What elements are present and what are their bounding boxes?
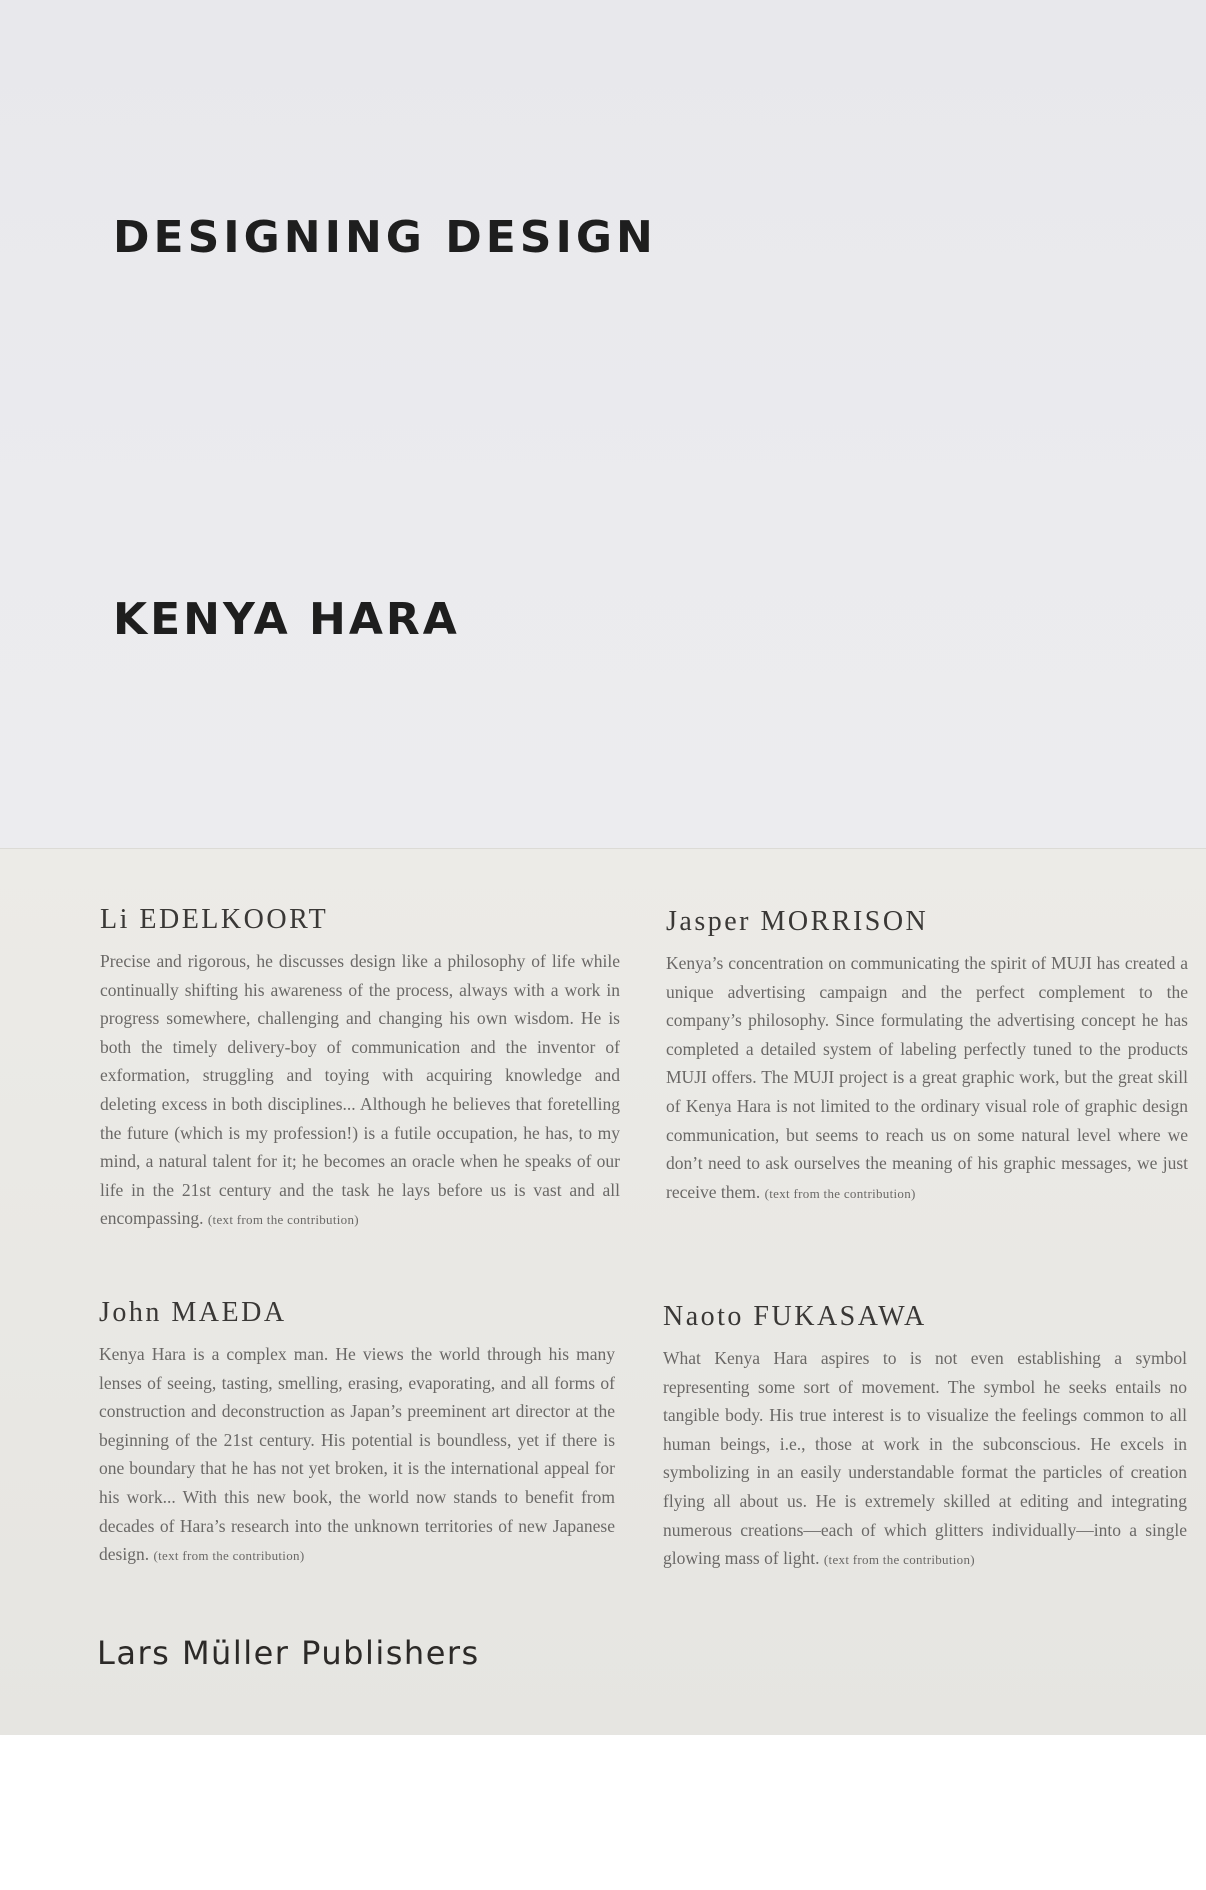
blurb-author-name: John MAEDA [99,1297,287,1328]
blurb-text [663,1344,1187,1575]
blurb-morrison [666,907,1188,1208]
book-title: DESIGNING DESIGN [113,212,657,263]
cover-upper-panel [0,0,1206,848]
blurb-fukasawa [663,1302,1187,1575]
blurb-quote: What Kenya Hara aspires to is not even establishing a symbol representing some sort of movement. The symbol he seeks entails no tangible body. His true interest is to visualize the feelings common to all human beings, i.e., those at work in the subconscious. He excels in symbolizing in an easily understandable format the particles of creation flying all about us. He is extremely skilled at editing and integrating numerous creations—each of which glitters individually—into a single glowing mass of light. [663,1348,1187,1569]
blurb-quote: Kenya Hara is a complex man. He views the world through his many lenses of seeing, tasting, smelling, erasing, evaporating, and all forms of construction and deconstruction as Japan’s preeminent art director at the beginning of the 21st century. His potential is boundless, yet if there is one boundary that he has not yet broken, it is the international appeal for his work... With this new book, the world now stands to benefit from decades of Hara’s research into the unknown territories of new Japanese design. [99,1344,615,1565]
blurb-text [99,1340,615,1571]
blurb-author-name: Naoto FUKASAWA [663,1301,927,1332]
blurb-text [100,947,620,1235]
blurb-source: (text from the contribution) [207,1212,359,1228]
blurb-text [666,949,1188,1208]
blurb-author-name: Li EDELKOORT [100,904,329,935]
blurb-author-name: Jasper MORRISON [666,906,929,937]
blurb-maeda [99,1298,615,1571]
blurb-edelkoort [100,905,620,1235]
book-author: KENYA HARA [113,594,460,645]
publisher-name: Lars Müller Publishers [97,1634,480,1672]
blurb-quote: Kenya’s concentration on communicating the spirit of MUJI has created a unique advertising campaign and the perfect complement to the company’s philosophy. Since formulating the advertising concept he has completed a detailed system of labeling perfectly tuned to the products MUJI offers. The MUJI project is a great graphic work, but the great skill of Kenya Hara is not limited to the ordinary visual role of graphic design communication, but seems to reach us on some natural level where we don’t need to ask ourselves the meaning of his graphic messages, we just receive them. [666,953,1188,1202]
blurb-source: (text from the contribution) [823,1552,975,1568]
blurb-source: (text from the contribution) [764,1185,916,1201]
blurb-source: (text from the contribution) [153,1548,305,1564]
blurb-quote: Precise and rigorous, he discusses design like a philosophy of life while continually shifting his awareness of the process, always with a work in progress somewhere, challenging and changing his own wisdom. He is both the timely delivery-boy of communication and the inventor of exformation, struggling and toying with acquiring knowledge and deleting excess in both disciplines... Although he believes that foretelling the future (which is my profession!) is a futile occupation, he has, to my mind, a natural talent for it; he becomes an oracle when he speaks of our life in the 21st century and the task he lays before us is vast and all encompassing. [100,951,620,1229]
